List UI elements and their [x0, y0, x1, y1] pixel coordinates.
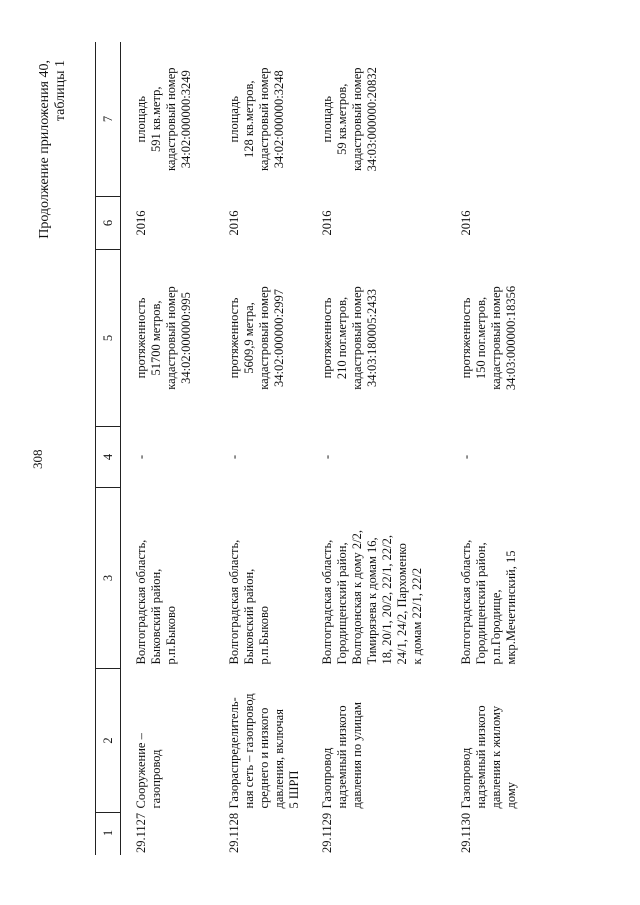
- column-4-value: -: [320, 454, 334, 460]
- object-name: Газопровод надземный низкого давления к жилому дому: [459, 705, 518, 809]
- column-header: 7: [96, 42, 121, 197]
- object-year: 2016: [320, 210, 334, 236]
- object-name: Газопровод надземный низкого давления по улицам: [320, 701, 364, 809]
- object-characteristics: протяженность 210 пог.метров, кадастровый номер 34:03:180005:2433: [320, 286, 379, 390]
- document-page: [0, 5, 640, 905]
- table-caption: Продолжение приложения 40, таблицы 1: [37, 60, 68, 239]
- header-row: [96, 42, 121, 855]
- object-characteristics: протяженность 150 пог.метров, кадастровый номер 34:03:000000:18356: [459, 285, 518, 391]
- column-header: 2: [96, 669, 121, 813]
- column-4-value: -: [134, 454, 148, 460]
- object-address: Волгоградская область, Быковский район, р.п.Быково: [227, 539, 271, 665]
- row-number: 29.1128: [227, 812, 241, 853]
- object-year: 2016: [227, 210, 241, 236]
- column-header: 1: [96, 813, 121, 856]
- land-info: площадь 591 кв.метр, кадастровый номер 34:02:000000:3249: [134, 67, 193, 172]
- column-4-value: -: [227, 454, 241, 460]
- column-header: 5: [96, 250, 121, 427]
- object-name: Газораспределитель- ная сеть – газопровод среднего и низкого давления, включая 5 ШРП: [227, 693, 301, 809]
- land-info: [446, 42, 553, 197]
- row-number: 29.1129: [320, 812, 334, 853]
- object-address: Волгоградская область, Городищенский район, Волгодонская к дому 2/2, Тимирязева к домам 16, 18, 20/1, 20/2, 22/1, 22/2, 24/1, 24/2, Пархоменко к домам 22/1, 22/2: [320, 530, 424, 665]
- object-address: Волгоградская область, Городищенский район, р.п.Городище, мкр.Мечетинский, 15: [459, 539, 518, 665]
- table-row: [307, 42, 446, 855]
- object-characteristics: протяженность 5609,9 метра, кадастровый номер 34:02:000000:2997: [227, 286, 286, 390]
- column-header: 3: [96, 488, 121, 669]
- page-number: 308: [30, 449, 45, 469]
- object-year: 2016: [459, 210, 473, 236]
- object-name: Сооружение – газопровод: [134, 733, 163, 809]
- row-number: 29.1130: [459, 812, 473, 853]
- object-characteristics: протяженность 51700 метров, кадастровый номер 34:02:000000:995: [134, 286, 193, 390]
- land-info: площадь 128 кв.метров, кадастровый номер 34:02:000000:3248: [227, 67, 286, 172]
- column-header: 6: [96, 197, 121, 250]
- table-row: [121, 42, 215, 855]
- table-row: [446, 42, 553, 855]
- column-header: 4: [96, 427, 121, 488]
- property-table: [95, 42, 553, 855]
- object-year: 2016: [134, 210, 148, 236]
- object-address: Волгоградская область, Быковский район, р.п.Быково: [134, 539, 178, 665]
- column-4-value: -: [459, 454, 473, 460]
- row-number: 29.1127: [134, 812, 148, 853]
- table-row: [214, 42, 307, 855]
- land-info: площадь 59 кв.метров, кадастровый номер 34:03:000000:20832: [320, 67, 379, 172]
